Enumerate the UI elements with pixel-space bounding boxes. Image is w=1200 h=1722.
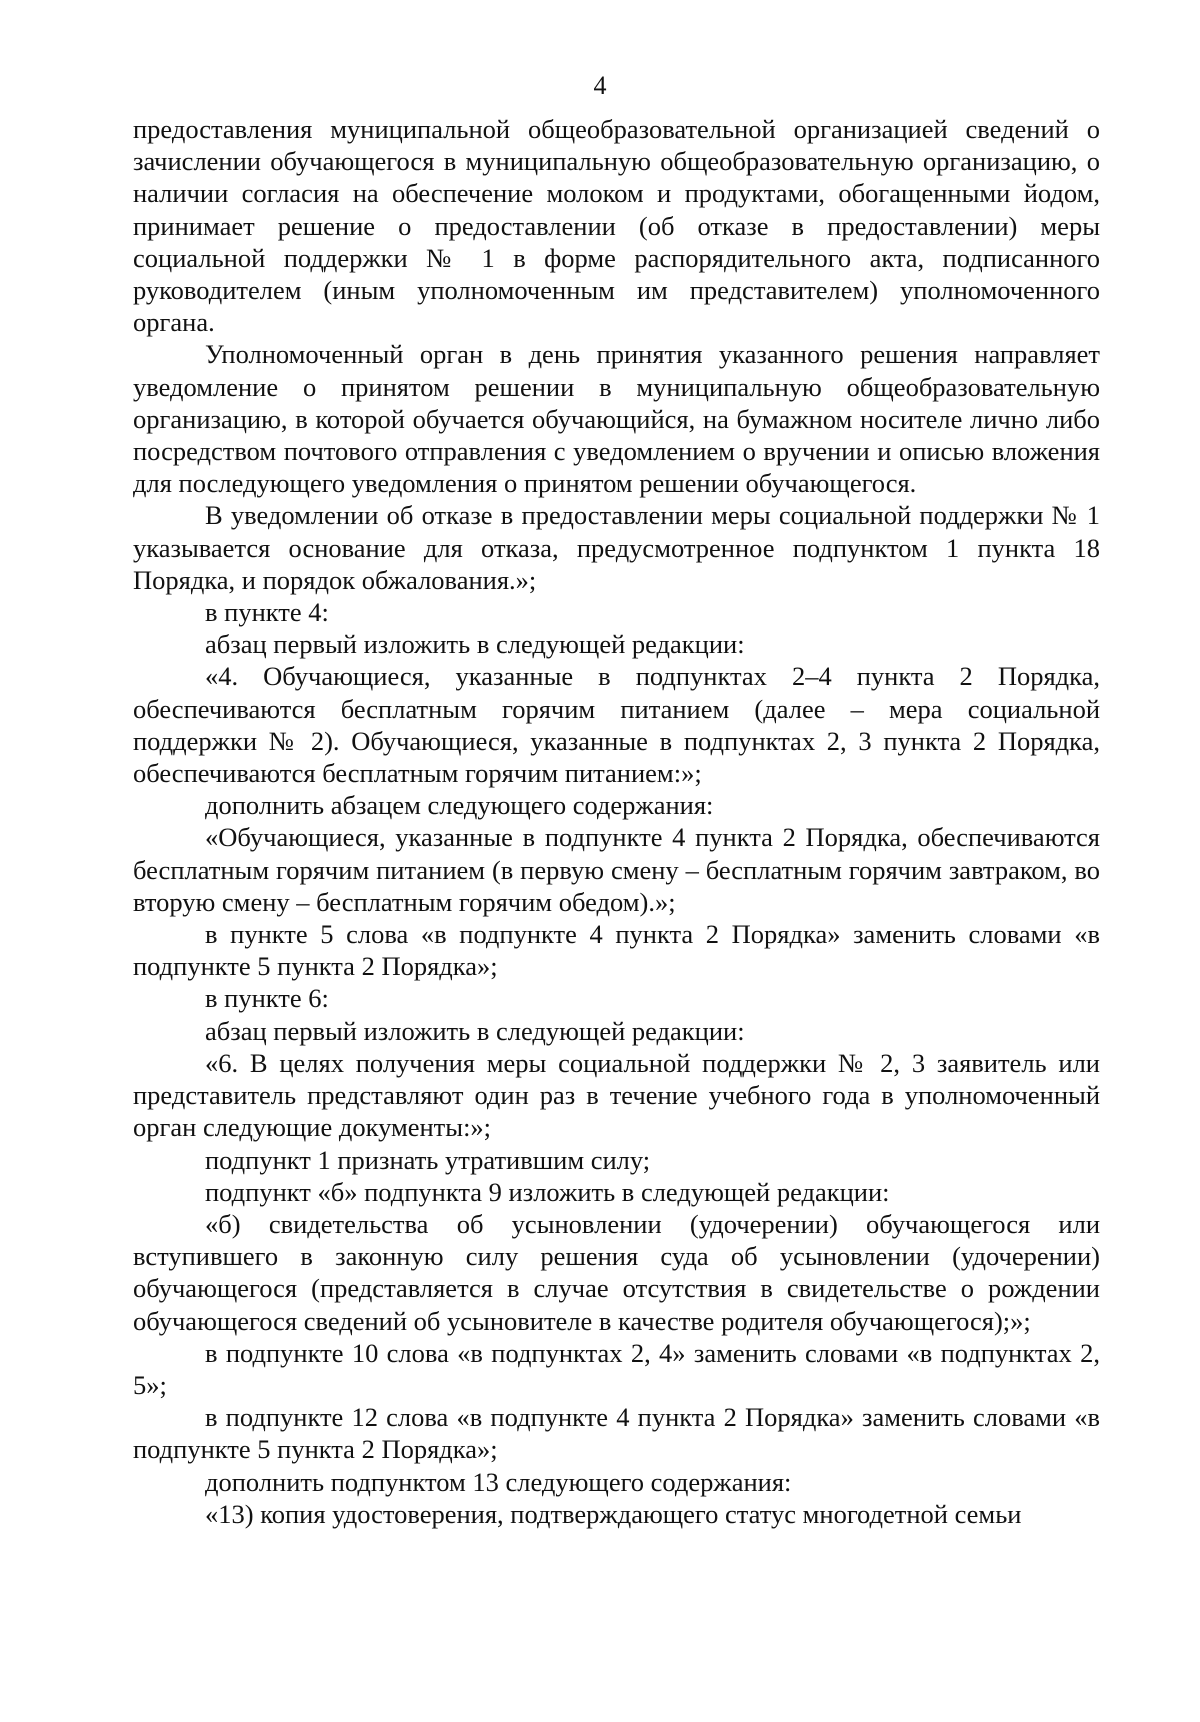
paragraph-subitem-10-change: в подпункте 10 слова «в подпунктах 2, 4» заменить словами «в подпунктах 2, 5»; xyxy=(133,1337,1100,1400)
paragraph-subitem-1-repeal: подпункт 1 признать утратившим силу; xyxy=(205,1144,651,1175)
paragraph-subitem-12-change: в подпункте 12 слова «в подпункте 4 пункта 2 Порядка» заменить словами «в подпункте 5 пункта 2 Порядка»; xyxy=(133,1402,1100,1465)
document-body xyxy=(133,113,1100,1530)
paragraph-item-4-heading: в пункте 4: xyxy=(205,597,329,628)
paragraph-subitem-b-text: «б) свидетельства об усыновлении (удочерении) обучающегося или вступившего в законную силу решения суда об усыновлении (удочерении) обучающегося (представляется в случае отсутствия в свидетельстве о рождении обучающегося сведений об усыновителе в качестве родителя обучающегося);»; xyxy=(133,1208,1100,1336)
paragraph-continuation: предоставления муниципальной общеобразовательной организацией сведений о зачислении обучающегося в муниципальную общеобразовательную организацию, о наличии согласия на обеспечение молоком и продуктами, обогащенными йодом, принимает решение о предоставлении (об отказе в предоставлении) меры социальной поддержки № 1 в форме распорядительного акта, подписанного руководителем (иным уполномоченным им представителем) уполномоченного органа. xyxy=(133,114,1100,338)
paragraph-subitem-13-instruction: дополнить подпунктом 13 следующего содержания: xyxy=(205,1466,792,1497)
paragraph-notification: Уполномоченный орган в день принятия указанного решения направляет уведомление о принятом решении в муниципальную общеобразовательную организацию, в которой обучается обучающийся, на бумажном носителе лично либо посредством почтового отправления с уведомлением о вручении и описью вложения для последующего уведомления о принятом решении обучающегося. xyxy=(133,339,1100,499)
paragraph-item-6-text: «6. В целях получения меры социальной поддержки № 2, 3 заявитель или представитель представляют один раз в течение учебного года в уполномоченный орган следующие документы:»; xyxy=(133,1047,1100,1143)
paragraph-subitem-13-text: «13) копия удостоверения, подтверждающего статус многодетной семьи xyxy=(205,1498,1022,1529)
paragraph-item-6-instruction: абзац первый изложить в следующей редакции: xyxy=(205,1015,745,1046)
paragraph-refusal-notice: В уведомлении об отказе в предоставлении меры социальной поддержки № 1 указывается основание для отказа, предусмотренное подпунктом 1 пункта 18 Порядка, и порядок обжалования.»; xyxy=(133,500,1100,595)
paragraph-item-6-heading: в пункте 6: xyxy=(205,983,329,1014)
paragraph-item-4-instruction: абзац первый изложить в следующей редакции: xyxy=(205,629,745,660)
paragraph-item-5-change: в пункте 5 слова «в подпункте 4 пункта 2 Порядка» заменить словами «в подпункте 5 пункта 2 Порядка»; xyxy=(133,919,1100,982)
paragraph-item-4-text: «4. Обучающиеся, указанные в подпунктах 2–4 пункта 2 Порядка, обеспечиваются бесплатным горячим питанием (далее – мера социальной поддержки № 2). Обучающиеся, указанные в подпунктах 2, 3 пункта 2 Порядка, обеспечиваются бесплатным горячим питанием:»; xyxy=(133,661,1100,789)
paragraph-added-text: «Обучающиеся, указанные в подпункте 4 пункта 2 Порядка, обеспечиваются бесплатным горячим питанием (в первую смену – бесплатным горячим завтраком, во вторую смену – бесплатным горячим обедом).»; xyxy=(133,822,1100,917)
paragraph-add-paragraph: дополнить абзацем следующего содержания: xyxy=(205,790,714,821)
page-number: 4 xyxy=(593,71,607,100)
paragraph-subitem-b-instruction: подпункт «б» подпункта 9 изложить в следующей редакции: xyxy=(205,1176,890,1207)
